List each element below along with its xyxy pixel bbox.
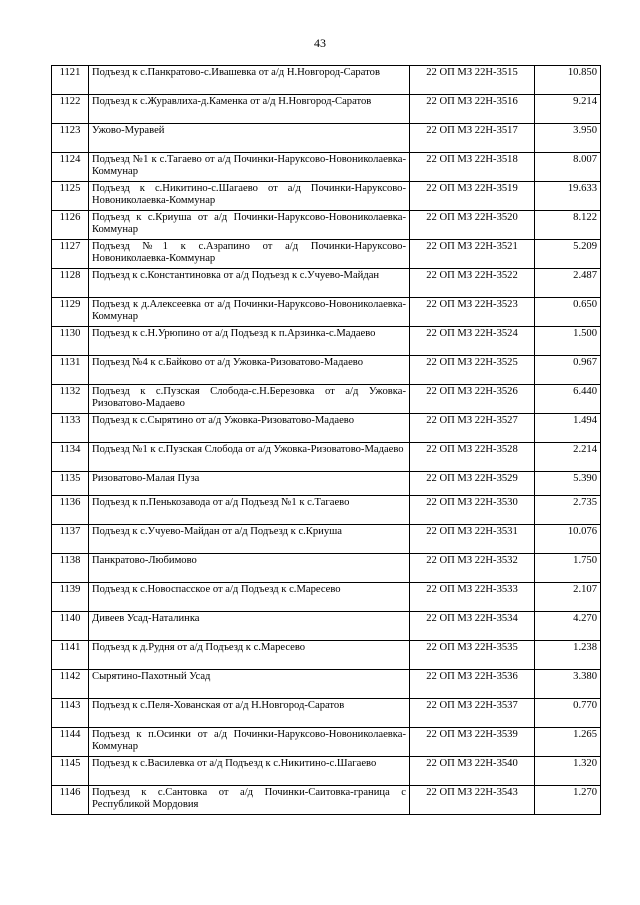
row-number-cell: 1143	[52, 699, 89, 728]
road-length-cell: 19.633	[535, 182, 601, 211]
table-row	[52, 525, 601, 554]
row-number-cell: 1137	[52, 525, 89, 554]
road-code-cell: 22 ОП МЗ 22Н-3543	[410, 786, 535, 815]
road-code-cell: 22 ОП МЗ 22Н-3525	[410, 356, 535, 385]
table-row	[52, 385, 601, 414]
table-row	[52, 699, 601, 728]
row-number-cell: 1142	[52, 670, 89, 699]
table-row	[52, 641, 601, 670]
road-code-cell: 22 ОП МЗ 22Н-3516	[410, 95, 535, 124]
row-number-cell: 1133	[52, 414, 89, 443]
road-name-cell: Подъезд к с.Сантовка от а/д Починки-Саитовка-граница с Республикой Мордовия	[89, 786, 410, 815]
road-name-cell: Подъезд к с.Журавлиха-д.Каменка от а/д Н.Новгород-Саратов	[89, 95, 410, 124]
road-name-cell: Подъезд к с.Сырятино от а/д Ужовка-Ризоватово-Мадаево	[89, 414, 410, 443]
road-name-cell: Сырятино-Пахотный Усад	[89, 670, 410, 699]
road-length-cell: 2.487	[535, 269, 601, 298]
table-row	[52, 670, 601, 699]
row-number-cell: 1128	[52, 269, 89, 298]
row-number-cell: 1127	[52, 240, 89, 269]
road-length-cell: 10.076	[535, 525, 601, 554]
row-number-cell: 1125	[52, 182, 89, 211]
road-length-cell: 3.950	[535, 124, 601, 153]
road-code-cell: 22 ОП МЗ 22Н-3533	[410, 583, 535, 612]
row-number-cell: 1136	[52, 496, 89, 525]
table-row	[52, 583, 601, 612]
road-length-cell: 0.770	[535, 699, 601, 728]
road-name-cell: Подъезд к с.Новоспасское от а/д Подъезд к с.Маресево	[89, 583, 410, 612]
road-length-cell: 1.265	[535, 728, 601, 757]
road-length-cell: 0.650	[535, 298, 601, 327]
road-length-cell: 9.214	[535, 95, 601, 124]
road-code-cell: 22 ОП МЗ 22Н-3526	[410, 385, 535, 414]
row-number-cell: 1121	[52, 66, 89, 95]
table-row	[52, 153, 601, 182]
road-length-cell: 1.320	[535, 757, 601, 786]
roads-table	[51, 65, 601, 815]
road-name-cell: Подъезд к п.Осинки от а/д Починки-Наруксово-Новониколаевка-Коммунар	[89, 728, 410, 757]
table-row	[52, 728, 601, 757]
table-row	[52, 786, 601, 815]
table-row	[52, 269, 601, 298]
road-code-cell: 22 ОП МЗ 22Н-3535	[410, 641, 535, 670]
table-row	[52, 124, 601, 153]
table-row	[52, 240, 601, 269]
road-name-cell: Подъезд к с.Пеля-Хованская от а/д Н.Новгород-Саратов	[89, 699, 410, 728]
page-number: 43	[314, 36, 326, 50]
road-code-cell: 22 ОП МЗ 22Н-3534	[410, 612, 535, 641]
road-length-cell: 5.209	[535, 240, 601, 269]
road-length-cell: 8.122	[535, 211, 601, 240]
row-number-cell: 1141	[52, 641, 89, 670]
table-row	[52, 182, 601, 211]
row-number-cell: 1123	[52, 124, 89, 153]
row-number-cell: 1124	[52, 153, 89, 182]
road-code-cell: 22 ОП МЗ 22Н-3515	[410, 66, 535, 95]
road-length-cell: 8.007	[535, 153, 601, 182]
road-length-cell: 3.380	[535, 670, 601, 699]
row-number-cell: 1131	[52, 356, 89, 385]
road-name-cell: Подъезд к с.Константиновка от а/д Подъезд к с.Учуево-Майдан	[89, 269, 410, 298]
roads-table-body	[52, 66, 601, 815]
road-code-cell: 22 ОП МЗ 22Н-3528	[410, 443, 535, 472]
road-length-cell: 2.107	[535, 583, 601, 612]
table-row	[52, 66, 601, 95]
row-number-cell: 1144	[52, 728, 89, 757]
road-name-cell: Подъезд №1 к с.Тагаево от а/д Починки-Наруксово-Новониколаевка-Коммунар	[89, 153, 410, 182]
table-row	[52, 496, 601, 525]
road-code-cell: 22 ОП МЗ 22Н-3518	[410, 153, 535, 182]
road-name-cell: Подъезд к с.Учуево-Майдан от а/д Подъезд к с.Криуша	[89, 525, 410, 554]
road-length-cell: 1.500	[535, 327, 601, 356]
row-number-cell: 1130	[52, 327, 89, 356]
road-name-cell: Подъезд к д.Рудня от а/д Подъезд к с.Маресево	[89, 641, 410, 670]
row-number-cell: 1134	[52, 443, 89, 472]
table-row	[52, 472, 601, 496]
road-length-cell: 1.238	[535, 641, 601, 670]
road-code-cell: 22 ОП МЗ 22Н-3536	[410, 670, 535, 699]
road-name-cell: Подъезд к с.Василевка от а/д Подъезд к с.Никитино-с.Шагаево	[89, 757, 410, 786]
road-code-cell: 22 ОП МЗ 22Н-3531	[410, 525, 535, 554]
row-number-cell: 1138	[52, 554, 89, 583]
row-number-cell: 1126	[52, 211, 89, 240]
road-length-cell: 5.390	[535, 472, 601, 496]
table-row	[52, 443, 601, 472]
road-length-cell: 2.214	[535, 443, 601, 472]
road-name-cell: Подъезд №4 к с.Байково от а/д Ужовка-Ризоватово-Мадаево	[89, 356, 410, 385]
road-length-cell: 4.270	[535, 612, 601, 641]
road-name-cell: Подъезд к п.Пенькозавода от а/д Подъезд №1 к с.Тагаево	[89, 496, 410, 525]
road-code-cell: 22 ОП МЗ 22Н-3523	[410, 298, 535, 327]
road-name-cell: Подъезд №1 к с.Пузская Слобода от а/д Ужовка-Ризоватово-Мадаево	[89, 443, 410, 472]
road-length-cell: 10.850	[535, 66, 601, 95]
table-row	[52, 612, 601, 641]
table-row	[52, 356, 601, 385]
road-length-cell: 2.735	[535, 496, 601, 525]
road-code-cell: 22 ОП МЗ 22Н-3519	[410, 182, 535, 211]
road-name-cell: Подъезд к с.Никитино-с.Шагаево от а/д Починки-Наруксово-Новониколаевка-Коммунар	[89, 182, 410, 211]
row-number-cell: 1135	[52, 472, 89, 496]
row-number-cell: 1146	[52, 786, 89, 815]
table-row	[52, 298, 601, 327]
row-number-cell: 1132	[52, 385, 89, 414]
road-code-cell: 22 ОП МЗ 22Н-3517	[410, 124, 535, 153]
row-number-cell: 1139	[52, 583, 89, 612]
road-code-cell: 22 ОП МЗ 22Н-3520	[410, 211, 535, 240]
table-row	[52, 95, 601, 124]
road-code-cell: 22 ОП МЗ 22Н-3527	[410, 414, 535, 443]
row-number-cell: 1140	[52, 612, 89, 641]
road-name-cell: Подъезд к с.Пузская Слобода-с.Н.Березовка от а/д Ужовка-Ризоватово-Мадаево	[89, 385, 410, 414]
table-row	[52, 554, 601, 583]
road-name-cell: Панкратово-Любимово	[89, 554, 410, 583]
road-code-cell: 22 ОП МЗ 22Н-3532	[410, 554, 535, 583]
road-code-cell: 22 ОП МЗ 22Н-3522	[410, 269, 535, 298]
road-name-cell: Ризоватово-Малая Пуза	[89, 472, 410, 496]
road-length-cell: 1.270	[535, 786, 601, 815]
road-code-cell: 22 ОП МЗ 22Н-3524	[410, 327, 535, 356]
row-number-cell: 1145	[52, 757, 89, 786]
road-code-cell: 22 ОП МЗ 22Н-3521	[410, 240, 535, 269]
road-length-cell: 1.750	[535, 554, 601, 583]
road-length-cell: 6.440	[535, 385, 601, 414]
road-name-cell: Подъезд к с.Панкратово-с.Ивашевка от а/д Н.Новгород-Саратов	[89, 66, 410, 95]
road-code-cell: 22 ОП МЗ 22Н-3530	[410, 496, 535, 525]
road-length-cell: 0.967	[535, 356, 601, 385]
table-row	[52, 327, 601, 356]
road-name-cell: Подъезд к д.Алексеевка от а/д Починки-Наруксово-Новониколаевка-Коммунар	[89, 298, 410, 327]
road-name-cell: Подъезд №1 к с.Азрапино от а/д Починки-Наруксово-Новониколаевка-Коммунар	[89, 240, 410, 269]
road-length-cell: 1.494	[535, 414, 601, 443]
road-name-cell: Ужово-Муравей	[89, 124, 410, 153]
road-code-cell: 22 ОП МЗ 22Н-3537	[410, 699, 535, 728]
row-number-cell: 1129	[52, 298, 89, 327]
table-row	[52, 757, 601, 786]
table-row	[52, 414, 601, 443]
road-name-cell: Дивеев Усад-Наталинка	[89, 612, 410, 641]
road-name-cell: Подъезд к с.Н.Урюпино от а/д Подъезд к п.Арзинка-с.Мадаево	[89, 327, 410, 356]
table-row	[52, 211, 601, 240]
road-code-cell: 22 ОП МЗ 22Н-3539	[410, 728, 535, 757]
road-code-cell: 22 ОП МЗ 22Н-3540	[410, 757, 535, 786]
road-name-cell: Подъезд к с.Криуша от а/д Починки-Наруксово-Новониколаевка-Коммунар	[89, 211, 410, 240]
row-number-cell: 1122	[52, 95, 89, 124]
road-code-cell: 22 ОП МЗ 22Н-3529	[410, 472, 535, 496]
